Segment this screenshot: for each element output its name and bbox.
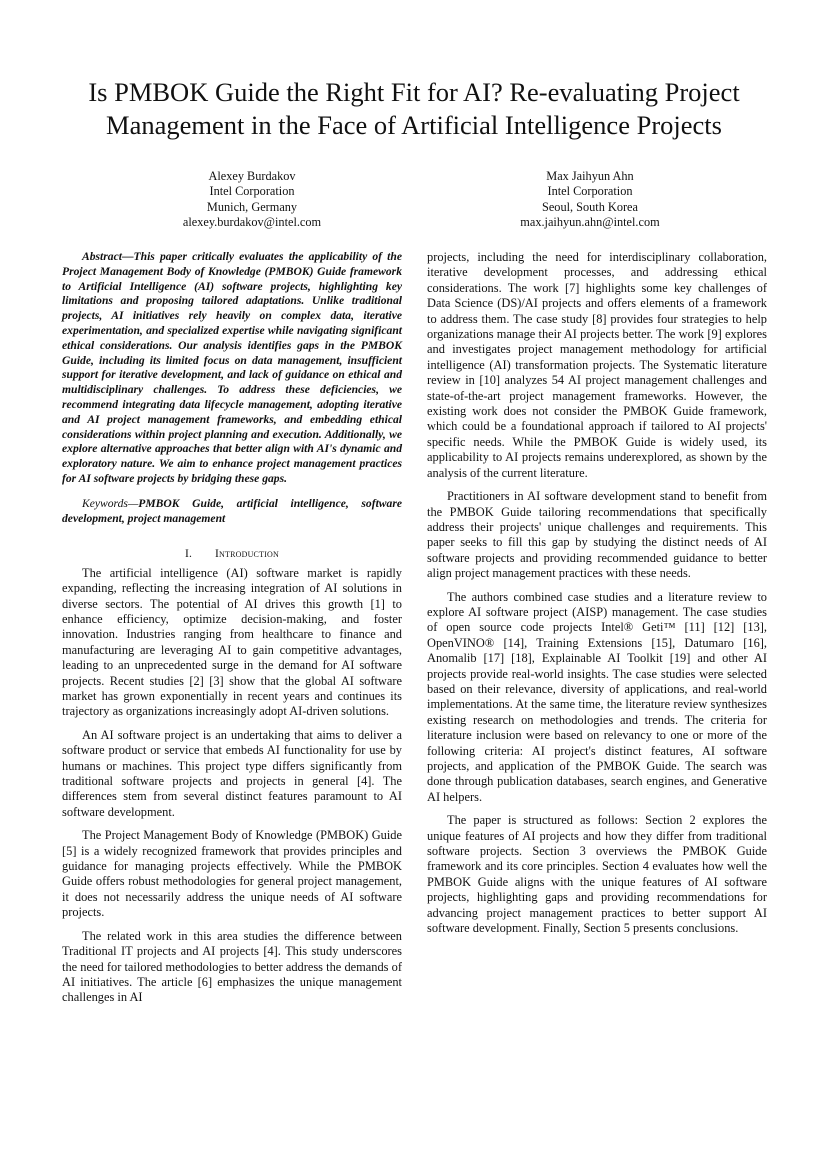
paper-title: Is PMBOK Guide the Right Fit for AI? Re-evaluating Project Management in the Face of Artificial Intelligence Projects <box>88 77 740 140</box>
section-heading-introduction <box>62 546 402 561</box>
left-column <box>62 250 402 1006</box>
keywords <box>62 497 402 527</box>
author-name: Alexey Burdakov <box>208 169 296 183</box>
body-paragraph: Practitioners in AI software development stand to benefit from the PMBOK Guide tailoring recommendations that specifically address their projects' unique challenges and requirements. This paper seeks to fill this gap by studying the distinct needs of AI software projects and providing recommended guidance to better align project management practices with these needs. <box>427 489 767 581</box>
body-paragraph: The artificial intelligence (AI) software market is rapidly expanding, reflecting the increasing integration of AI solutions in diverse sectors. The potential of AI drives this growth [1] to enhance efficiency, optimize decision-making, and foster innovation. Industries ranging from healthcare to finance and manufacturing are leveraging AI to gain competitive advantages, leading to an unprecedented surge in the demand for AI software projects. Recent studies [2] [3] show that the global AI software market has grown exponentially in recent years and continues its trajectory as organizations increasingly adopt AI-driven solutions. <box>62 565 402 719</box>
abstract-label: Abstract— <box>82 250 134 263</box>
author-affiliation: Intel Corporation <box>209 184 295 199</box>
body-paragraph: projects, including the need for interdisciplinary collaboration, iterative development processes, and addressing ethical considerations. The work [7] highlights some key challenges of Data Science (DS)/AI projects and offers elements of a framework to address them. The case study [8] provides four strategies to help organizations manage their AI projects better. The work [9] explores and investigates project management methodology for artificial intelligence (AI) transformation projects. The Systematic literature review in [10] analyzes 54 AI project management challenges and state-of-the-art project management frameworks. However, the existing work does not consider the PMBOK Guide framework, which could be a foundational approach if tailored to AI projects' specific needs. While the PMBOK Guide is widely used, its applicability to AI projects remains underexplored, as shown by the analysis of the current literature. <box>427 250 767 480</box>
section-title: Introduction <box>214 547 280 561</box>
author-location: Munich, Germany <box>206 199 298 214</box>
author-block-1 <box>132 169 372 230</box>
author-email: max.jaihyun.ahn@intel.com <box>520 214 660 229</box>
body-paragraph: The Project Management Body of Knowledge (PMBOK) Guide [5] is a widely recognized framework that provides principles and guidance for managing projects effectively. While the PMBOK Guide offers robust methodologies for general project management, it does not necessarily address the unique needs of AI software projects. <box>62 828 402 920</box>
body-paragraph: The paper is structured as follows: Section 2 explores the unique features of AI projects and how they differ from traditional software projects. Section 3 overviews the PMBOK Guide framework and its core principles. Section 4 evaluates how well the PMBOK Guide aligns with the unique features of AI software projects, highlighting gaps and providing recommendations for advancing project management practices to better support AI software development. Finally, Section 5 presents conclusions. <box>427 813 767 936</box>
author-name: Max Jaihyun Ahn <box>546 169 634 183</box>
keywords-label: Keywords— <box>82 496 139 510</box>
abstract-text: This paper critically evaluates the applicability of the Project Management Body of Knowledge (PMBOK) Guide framework to Artificial Intelligence (AI) software projects, highlighting key limitations and proposing tailored adaptations. Unlike traditional projects, AI initiatives rely heavily on complex data, iterative experimentation, and specialized expertise while navigating significant ethical considerations. Our analysis identifies gaps in the PMBOK Guide, including its limited focus on data management, insufficient support for iterative development, and lack of guidance on ethical and multidisciplinary challenges. To address these deficiencies, we recommend integrating data lifecycle management, adopting iterative and AI project management frameworks, and embedding ethical considerations within project planning and execution. Additionally, we explore alternative approaches that better align with AI's dynamic and exploratory nature. We aim to enhance project management practices for AI software projects by bridging these gaps. <box>62 250 402 485</box>
author-location: Seoul, South Korea <box>542 199 638 214</box>
abstract <box>62 250 402 487</box>
body-paragraph: The related work in this area studies the difference between Traditional IT projects and AI projects [4]. This study underscores the need for tailored methodologies to better address the demands of AI initiatives. The article [6] emphasizes the unique management challenges in AI <box>62 928 402 1005</box>
body-paragraph: The authors combined case studies and a literature review to explore AI software project (AISP) management. The case studies of open source code projects Intel® Geti™ [11] [12] [13], OpenVINO® [14], Training Extensions [15], Datumaro [16], Anomalib [17] [18], Explainable AI Toolkit [19] and other AI projects provide real-world insights. The case studies were selected based on their relevance, diversity of applications, and real-world implementations. At the same time, the literature review synthesizes existing research on methodologies and trends. The criteria for literature inclusion were based on relevancy to one or more of the following criteria: AI project's distinct features, AI software projects, and application of the PMBOK Guide. The search was done through publication databases, search engines, and Generative AI helpers. <box>427 589 767 804</box>
body-paragraph: An AI software project is an undertaking that aims to deliver a software product or service that embeds AI functionality for use by humans or machines. This project type differs significantly from traditional software projects and projects in general [4]. The differences stem from several distinct features paramount to AI software development. <box>62 727 402 819</box>
section-number: I. <box>184 547 193 561</box>
author-email: alexey.burdakov@intel.com <box>182 214 322 229</box>
author-affiliation: Intel Corporation <box>547 184 633 199</box>
author-block-2 <box>470 169 710 230</box>
right-column <box>427 250 767 936</box>
keywords-text: PMBOK Guide, artificial intelligence, software development, project management <box>62 496 402 525</box>
